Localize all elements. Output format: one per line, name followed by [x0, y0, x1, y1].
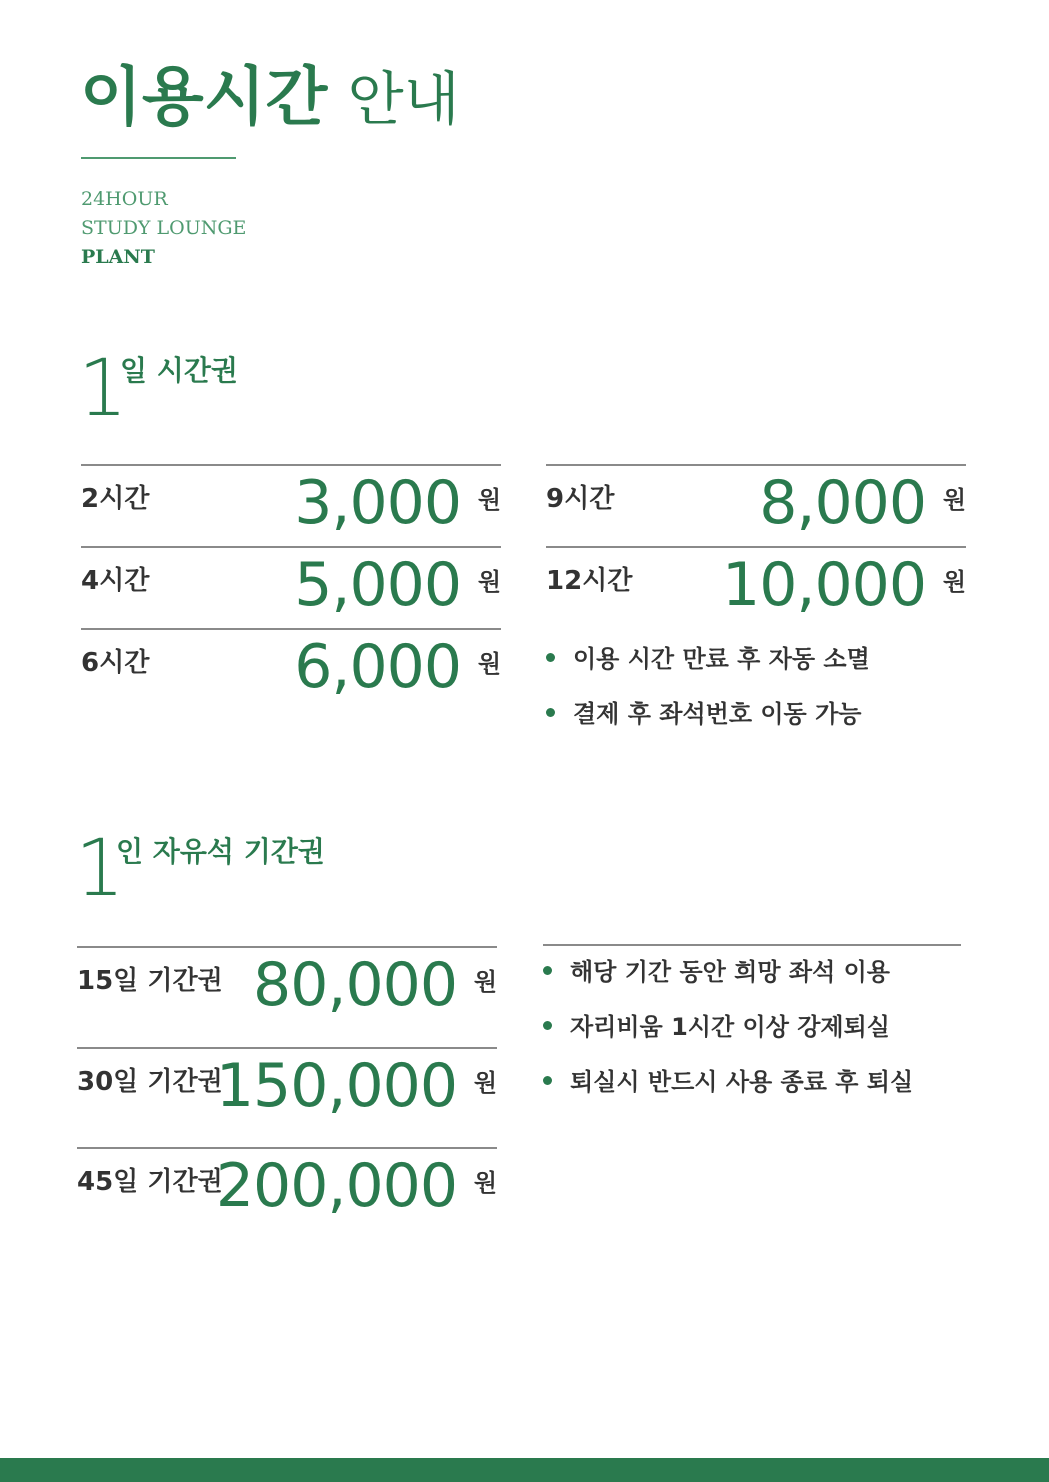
note-item: [543, 1012, 890, 1042]
price-row: [546, 548, 966, 630]
section1-number: 1: [78, 344, 128, 434]
bullet-dot-icon: [543, 1021, 552, 1030]
price-unit: 원: [473, 1069, 497, 1097]
price-row-label: 12시간: [546, 566, 633, 596]
note-item: [546, 699, 861, 729]
price-unit: 원: [477, 568, 501, 596]
price-row: [77, 1049, 497, 1147]
section2-label: 인 자유석 기간권: [116, 835, 325, 868]
page-title-light: 안내: [347, 65, 460, 133]
price-unit: 원: [477, 486, 501, 514]
price-unit: 원: [473, 1169, 497, 1197]
price-unit: 원: [942, 486, 966, 514]
price-row: [81, 630, 501, 712]
brand-block: [81, 185, 246, 272]
price-value: 10,000: [722, 550, 926, 620]
price-row-label: 30일 기간권: [77, 1067, 223, 1097]
price-value: 200,000: [215, 1151, 457, 1221]
section2-number: 1: [75, 824, 125, 914]
price-row: [81, 548, 501, 630]
bullet-dot-icon: [543, 966, 552, 975]
brand-line-2: STUDY LOUNGE: [81, 217, 247, 239]
price-value: 150,000: [215, 1051, 457, 1121]
note-text: 이용 시간 만료 후 자동 소멸: [573, 645, 870, 673]
price-row-label: 4시간: [81, 566, 150, 596]
price-row: [81, 466, 501, 548]
price-value: 6,000: [294, 632, 461, 702]
page-title: [80, 58, 460, 139]
price-value: 3,000: [294, 468, 461, 538]
note-text: 결제 후 좌석번호 이동 가능: [573, 700, 862, 728]
footer-bar: [0, 1458, 1049, 1482]
note-item: [543, 1067, 913, 1097]
price-row-label: 6시간: [81, 648, 150, 678]
bullet-dot-icon: [543, 1076, 552, 1085]
price-row: [77, 948, 497, 1046]
page-title-bold: 이용시간: [80, 61, 328, 135]
note-item: [543, 957, 890, 987]
price-unit: 원: [477, 650, 501, 678]
note-item: [546, 644, 870, 674]
bullet-dot-icon: [546, 653, 555, 662]
price-value: 5,000: [294, 550, 461, 620]
title-divider: [81, 157, 236, 159]
note-text: 해당 기간 동안 희망 좌석 이용: [570, 958, 890, 986]
section1-label: 일 시간권: [120, 354, 238, 387]
price-row-label: 9시간: [546, 484, 615, 514]
price-unit: 원: [473, 968, 497, 996]
price-row: [546, 466, 966, 548]
note-text: 자리비움 1시간 이상 강제퇴실: [570, 1013, 890, 1041]
price-unit: 원: [942, 568, 966, 596]
price-row-label: 45일 기간권: [77, 1167, 223, 1197]
brand-line-3: PLANT: [81, 246, 155, 268]
note-text: 퇴실시 반드시 사용 종료 후 퇴실: [570, 1068, 914, 1096]
price-row-label: 2시간: [81, 484, 150, 514]
price-row: [77, 1149, 497, 1247]
price-value: 8,000: [759, 468, 926, 538]
bullet-dot-icon: [546, 708, 555, 717]
divider: [543, 944, 961, 946]
price-row-label: 15일 기간권: [77, 966, 223, 996]
price-value: 80,000: [253, 950, 457, 1020]
brand-line-1: 24HOUR: [81, 188, 168, 210]
